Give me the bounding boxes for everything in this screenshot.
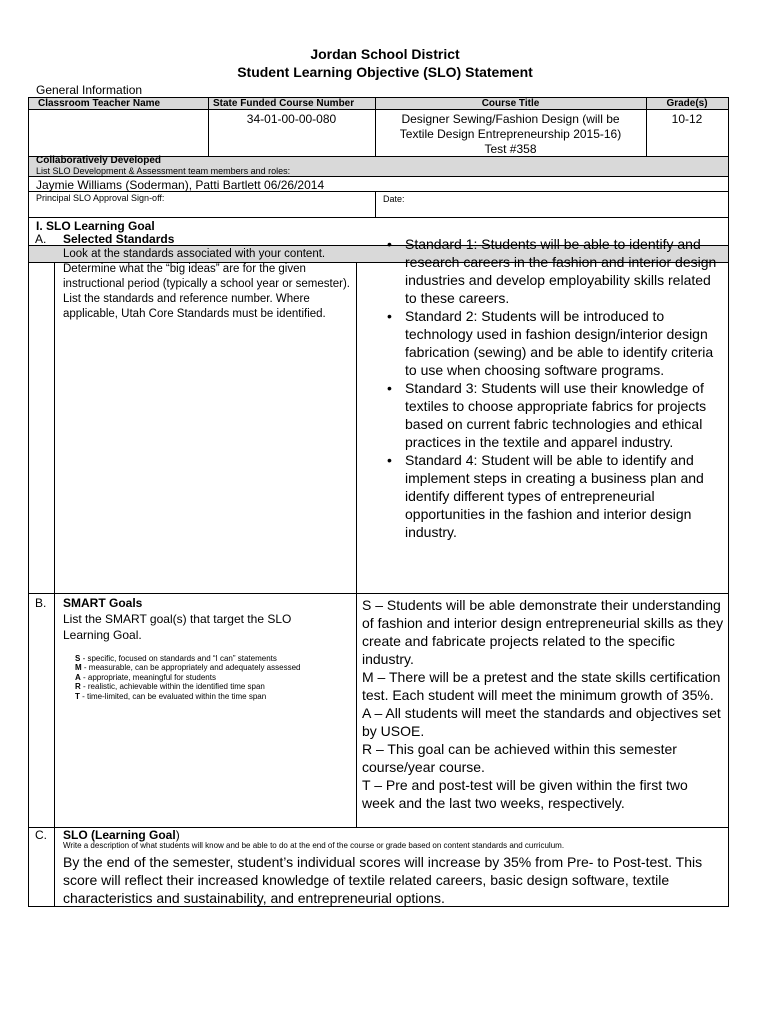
grades-value: 10-12: [671, 112, 703, 126]
principal-signoff-label: Principal SLO Approval Sign-off:: [36, 193, 165, 203]
col-grades-header: Grade(s): [666, 98, 708, 109]
section-a-letter: A.: [35, 232, 47, 246]
standard-item: • Standard 4: Student will be able to identify and implement steps in creating a business plan and identify different types of entrepreneurial opportunities in the fashion and interior design industry.: [379, 451, 725, 541]
smart-goal-s: S – Students will be able demonstrate their understanding of fashion and interior design entrepreneurial skills as they create and fabricate projects related to the specific industry.: [362, 597, 724, 667]
smart-key-t: T - time-limited, can be evaluated within the time span: [75, 691, 267, 701]
section-i-heading: I. SLO Learning Goal: [36, 219, 155, 233]
standard-item: • Standard 2: Students will be introduced to technology used in fashion design/interior design fabrication (sewing) and be able to identify criteria to use when choosing software programs.: [379, 307, 725, 379]
smart-key-r: R - realistic, achievable within the identified time span: [75, 682, 265, 692]
standard-item: • Standard 1: Students will be able to identify and research careers in the fashion and interior design industries and develop employability skills related to these careers.: [379, 235, 725, 307]
col-course-title-header: Course Title: [481, 98, 540, 109]
district-title: Jordan School District: [310, 46, 460, 62]
slo-statement: By the end of the semester, student’s individual scores will increase by 35% from Pre- to Post-test. This score will reflect their increased knowledge of textile related careers, basic design software, textile characteristics and sustainability, and entrepreneurial options.: [63, 854, 703, 906]
statement-title: Student Learning Objective (SLO) Statement: [237, 64, 533, 80]
course-number-value: 34-01-00-00-080: [246, 112, 337, 126]
section-b-letter: B.: [35, 596, 47, 610]
smart-key-a: A - appropriate, meaningful for students: [75, 672, 216, 682]
standards-list: [379, 235, 725, 541]
collab-heading: Collaboratively Developed: [36, 155, 162, 166]
col-course-number-header: State Funded Course Number: [213, 98, 355, 109]
section-c-letter: C.: [35, 828, 47, 842]
collab-subheading: List SLO Development & Assessment team members and roles:: [36, 166, 291, 176]
slo-learning-goal-title: SLO (Learning Goal): [63, 828, 180, 842]
smart-goals-title: SMART Goals: [63, 596, 143, 610]
slo-instruction: Write a description of what students will know and be able to do at the end of the course or grade based on content standards and curriculum.: [63, 841, 565, 850]
smart-goals-description: List the SMART goal(s) that target the SLO Learning Goal.: [63, 612, 292, 642]
general-info-label: General Information: [36, 83, 143, 97]
smart-goal-m: M – There will be a pretest and the state skills certification test. Each student will meet the minimum growth of 35%.: [362, 669, 721, 703]
selected-standards-description: Look at the standards associated with your content. Determine what the “big ideas” are for the given instructional period (typically a school year or semester). List the standards and reference number. Where applicable, Utah Core Standards must be identified.: [63, 248, 350, 320]
date-label: Date:: [383, 194, 405, 204]
slo-form: [28, 97, 729, 907]
smart-goals-list: [362, 596, 724, 812]
team-members-value[interactable]: Jaymie Williams (Soderman), Patti Bartlett 06/26/2014: [36, 178, 325, 192]
smart-key-s: S - specific, focused on standards and “I can” statements: [75, 654, 277, 663]
standard-item: • Standard 3: Students will use their knowledge of textiles to choose appropriate fabrics for projects based on current fabric technologies and ethical practices in the textile and apparel industry.: [379, 379, 725, 451]
col-teacher-header: Classroom Teacher Name: [38, 98, 161, 109]
smart-key: [75, 654, 355, 701]
course-title-value: Designer Sewing/Fashion Design (will be Textile Design Entrepreneurship 2015-16) Test #358: [399, 112, 622, 156]
smart-goal-a: A – All students will meet the standards and objectives set by USOE.: [362, 705, 721, 739]
selected-standards-title: Selected Standards: [63, 232, 175, 246]
smart-goal-t: T – Pre and post-test will be given within the first two week and the last two weeks, respectively.: [362, 777, 688, 811]
smart-key-m: M - measurable, can be appropriately and adequately assessed: [75, 663, 301, 673]
smart-goal-r: R – This goal can be achieved within this semester course/year course.: [362, 741, 677, 775]
